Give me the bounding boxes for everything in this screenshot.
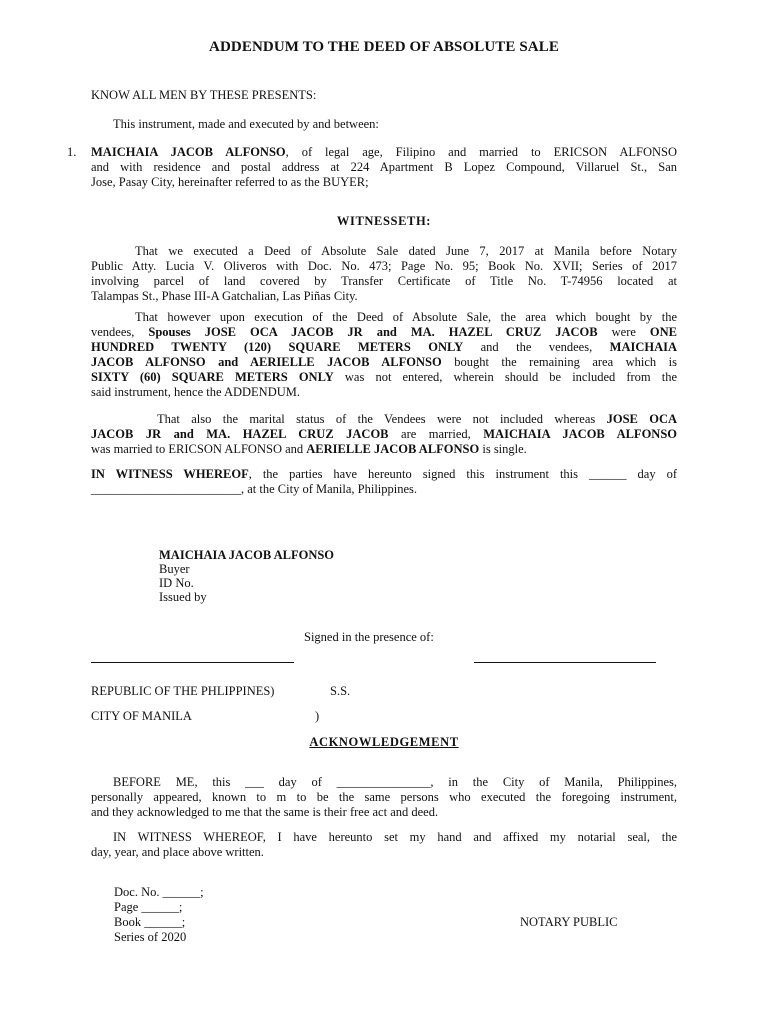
vendee-name: MAICHAIA JACOB ALFONSO xyxy=(483,427,677,441)
area-120-part: HUNDRED TWENTY (120) SQUARE METERS ONLY xyxy=(91,340,464,354)
para3-text: is single. xyxy=(479,442,527,456)
para3-text: are married, xyxy=(388,427,484,441)
para3-line-2 xyxy=(91,427,677,442)
venue-city: CITY OF MANILA xyxy=(91,709,192,723)
married-vendees: JOSE OCA xyxy=(606,412,678,426)
signatory-issued-by: Issued by xyxy=(159,590,207,604)
in-witness-whereof: IN WITNESS WHEREOF xyxy=(91,467,249,481)
witness-clause-line-1 xyxy=(91,467,677,482)
party-line-3: Jose, Pasay City, hereinafter referred to as the BUYER; xyxy=(91,175,369,189)
party-line-1-rest: , of legal age, Filipino and married to ERICSON ALFONSO xyxy=(285,145,677,159)
para2-line-3 xyxy=(91,340,677,355)
signed-presence: Signed in the presence of: xyxy=(304,630,434,644)
para2-line-5 xyxy=(91,370,677,385)
signatory-role: Buyer xyxy=(159,562,190,576)
married-vendees: JACOB JR and MA. HAZEL CRUZ JACOB xyxy=(91,427,389,441)
witness-clause-line-2: ________________________, at the City of Manila, Philippines. xyxy=(91,482,418,496)
para2-line-1: That however upon execution of the Deed of Absolute Sale, the area which bought by the xyxy=(135,310,677,324)
signatory-name: MAICHAIA JACOB ALFONSO xyxy=(159,548,335,562)
know-all-men-line: KNOW ALL MEN BY THESE PRESENTS: xyxy=(91,88,317,102)
para2-text: and the vendees, xyxy=(463,340,610,354)
para2-line-6: said instrument, hence the ADDENDUM. xyxy=(91,385,300,399)
para1-line-2: Public Atty. Lucia V. Oliveros with Doc. No. 473; Page No. 95; Book No. XVII; Series of 2017 xyxy=(91,259,677,273)
vendee-name: AERIELLE JACOB ALFONSO xyxy=(306,442,480,456)
para2-text: was not entered, wherein should be included from the xyxy=(333,370,678,384)
para1-line-3: involving parcel of land covered by Transfer Certificate of Title No. T-74956 located at xyxy=(91,274,677,288)
notarial-series: Series of 2020 xyxy=(114,930,187,944)
ack-p1-line-1: BEFORE ME, this ___ day of _______________, in the City of Manila, Philippines, xyxy=(113,775,677,789)
para2-text: were xyxy=(597,325,650,339)
para3-line-1 xyxy=(157,412,677,427)
witnesseth-heading: WITNESSETH: xyxy=(336,214,432,228)
document-title: ADDENDUM TO THE DEED OF ABSOLUTE SALE xyxy=(209,39,559,55)
witness-signature-line-left xyxy=(91,662,294,663)
para2-text: vendees, xyxy=(91,325,149,339)
witness-clause-text: , the parties have hereunto signed this instrument this ______ day of xyxy=(248,467,677,481)
venue-ss: S.S. xyxy=(330,684,351,698)
notarial-doc-no: Doc. No. ______; xyxy=(114,885,204,899)
signatory-id: ID No. xyxy=(159,576,194,590)
witness-signature-line-right xyxy=(474,662,656,663)
para3-text: was married to ERICSON ALFONSO and xyxy=(91,442,307,456)
vendee-names: MAICHAIA xyxy=(609,340,677,354)
area-120-part: ONE xyxy=(649,325,677,339)
party-number: 1. xyxy=(67,145,77,159)
para2-line-2 xyxy=(91,325,677,340)
vendee-names: JACOB ALFONSO and AERIELLE JACOB ALFONSO xyxy=(91,355,442,369)
ack-p2-line-2: day, year, and place above written. xyxy=(91,845,264,859)
venue-republic: REPUBLIC OF THE PHLIPPINES) xyxy=(91,684,275,698)
area-60: SIXTY (60) SQUARE METERS ONLY xyxy=(91,370,334,384)
instrument-intro: This instrument, made and executed by and between: xyxy=(113,117,379,131)
ack-p1-line-2: personally appeared, known to m to be the same persons who executed the foregoing instrument, xyxy=(91,790,677,804)
party-line-2: and with residence and postal address at 224 Apartment B Lopez Compound, Villaruel St., San xyxy=(91,160,677,174)
venue-paren: ) xyxy=(315,709,320,723)
para1-line-4: Talampas St., Phase III-A Gatchalian, Las Piñas City. xyxy=(91,289,358,303)
ack-p2-line-1: IN WITNESS WHEREOF, I have hereunto set my hand and affixed my notarial seal, the xyxy=(113,830,677,844)
ack-p1-line-3: and they acknowledged to me that the same is their free act and deed. xyxy=(91,805,439,819)
party-line-1 xyxy=(91,145,677,160)
para1-line-1: That we executed a Deed of Absolute Sale dated June 7, 2017 at Manila before Notary xyxy=(135,244,677,258)
notary-public-label: NOTARY PUBLIC xyxy=(520,915,618,929)
acknowledgement-heading: ACKNOWLEDGEMENT xyxy=(309,735,459,749)
notarial-book: Book ______; xyxy=(114,915,186,929)
para3-line-3 xyxy=(91,442,527,457)
para2-line-4 xyxy=(91,355,677,370)
para3-text: That also the marital status of the Vendees were not included whereas xyxy=(157,412,607,426)
spouses-names: Spouses JOSE OCA JACOB JR and MA. HAZEL CRUZ JACOB xyxy=(148,325,598,339)
para2-text: bought the remaining area which is xyxy=(441,355,677,369)
notarial-page: Page ______; xyxy=(114,900,183,914)
party-name: MAICHAIA JACOB ALFONSO xyxy=(91,145,286,159)
